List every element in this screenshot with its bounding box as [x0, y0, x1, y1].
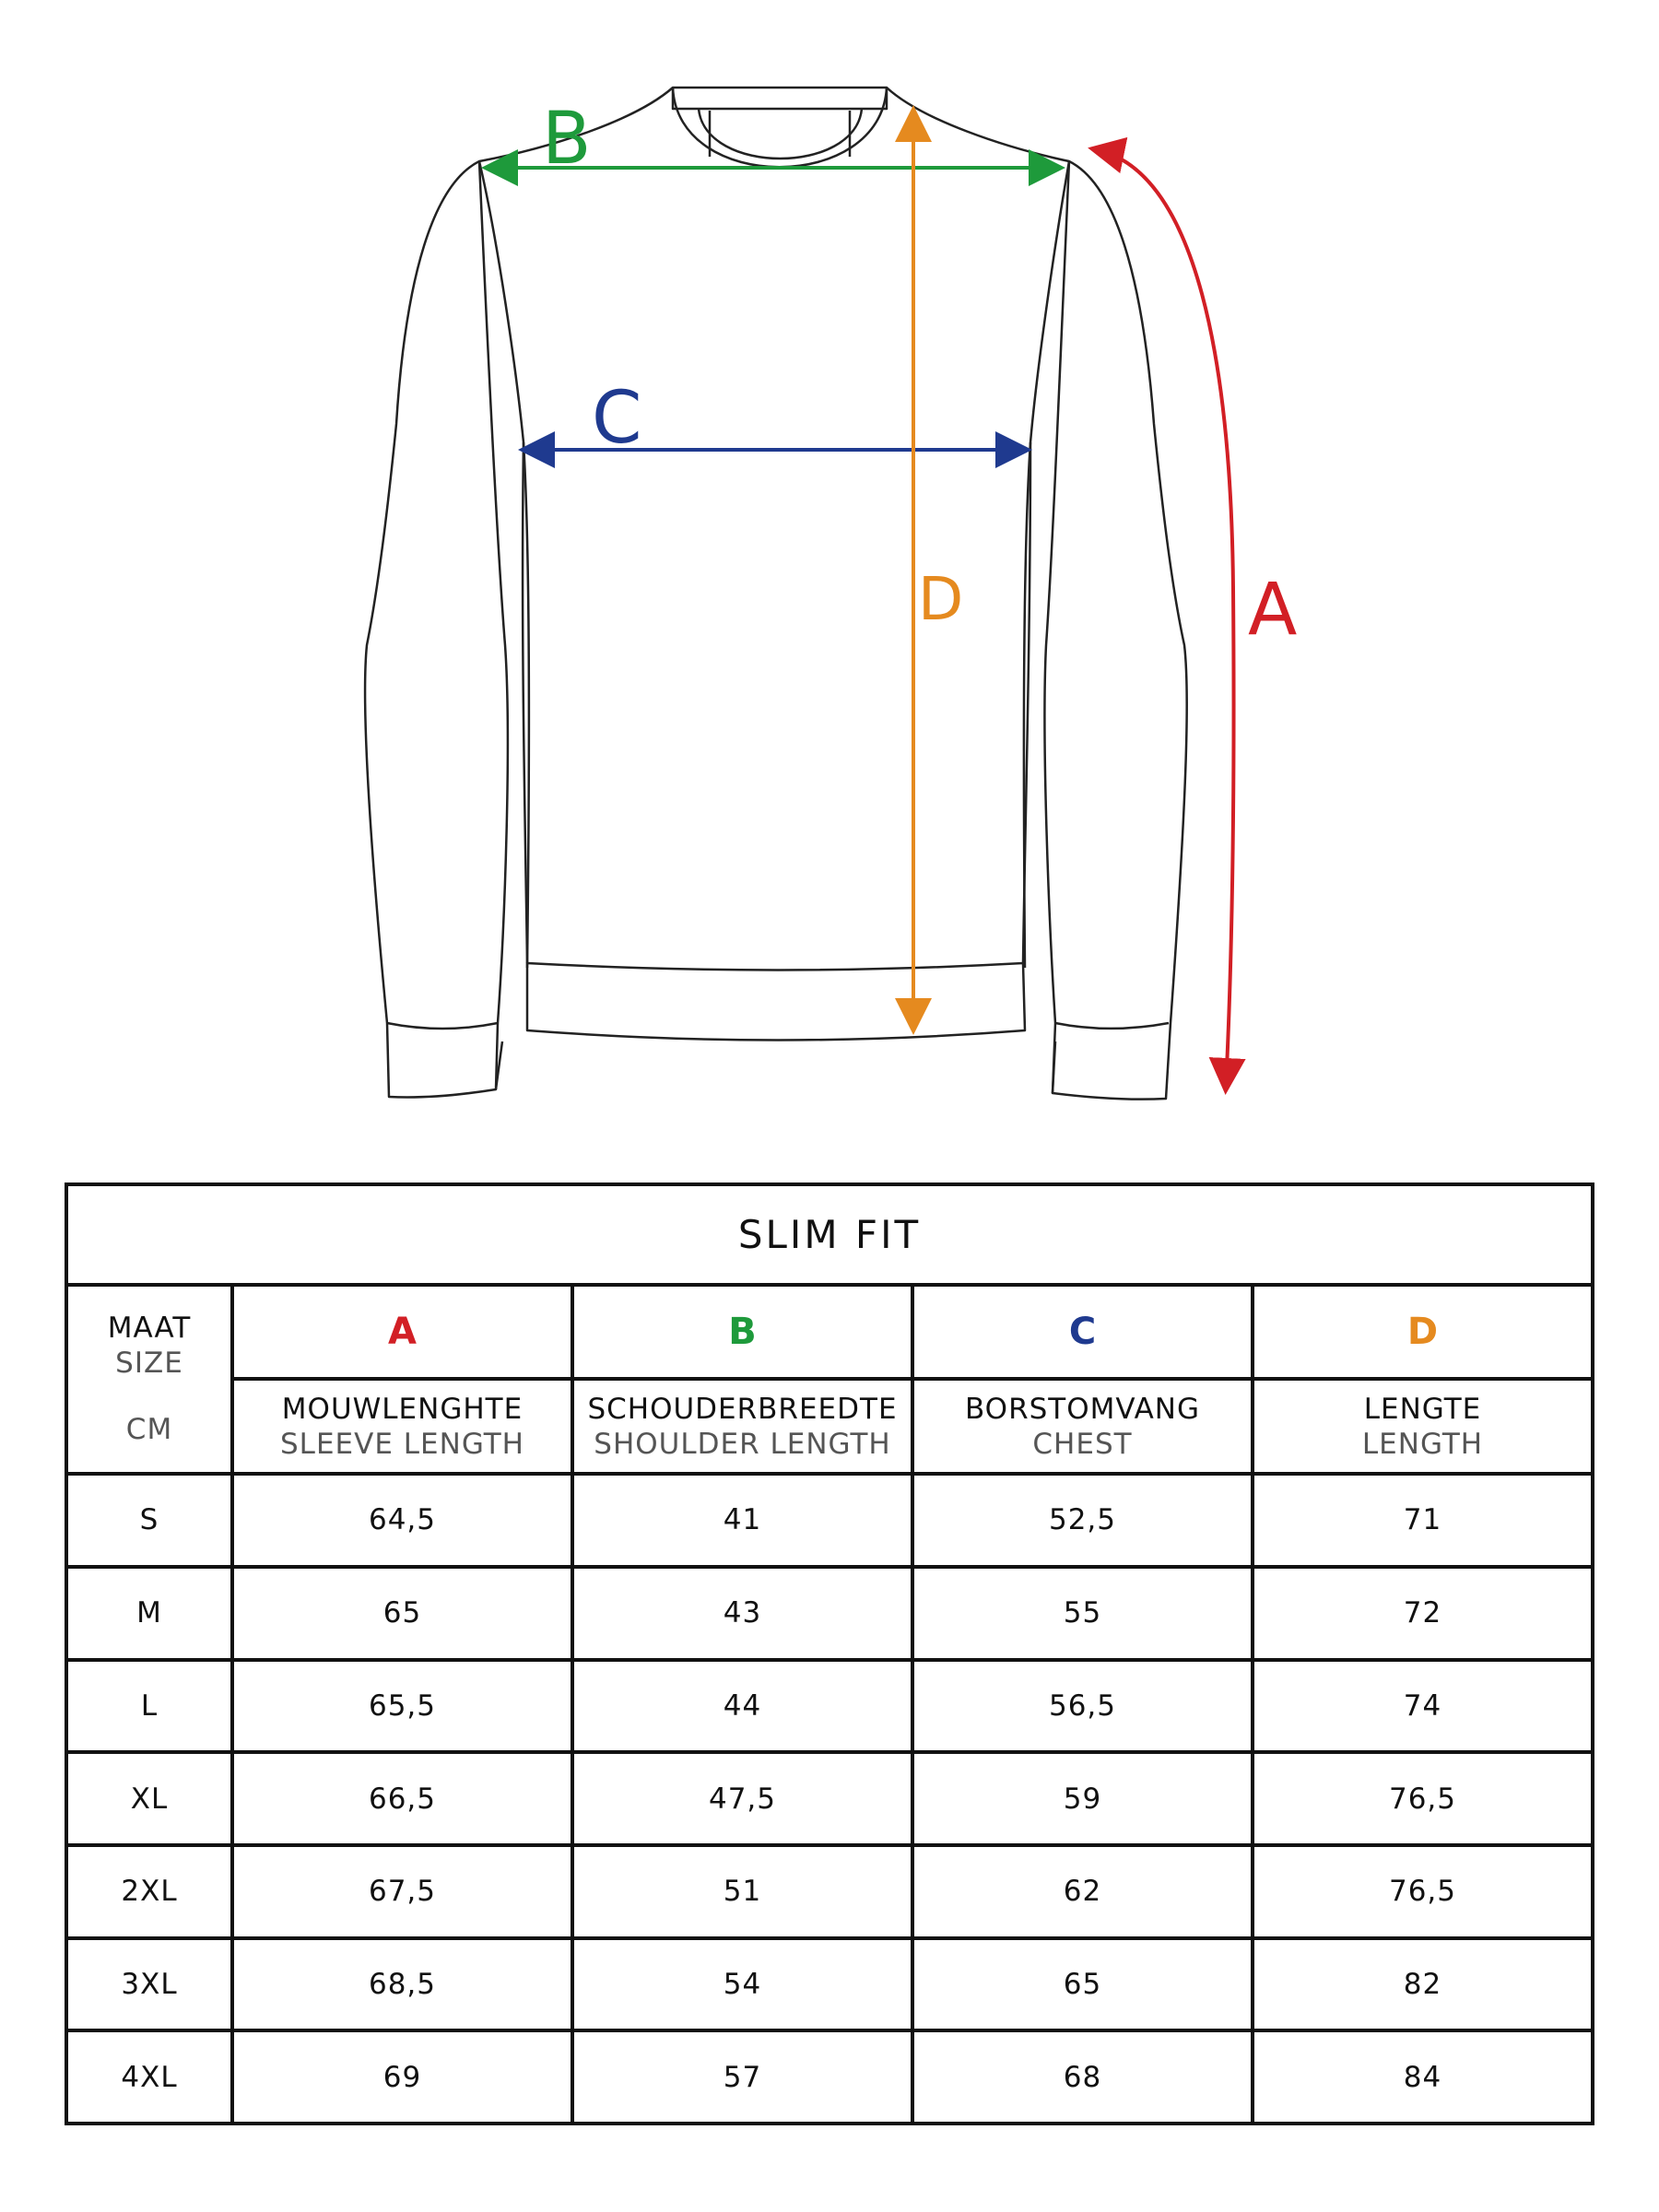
size-cell: 3XL	[66, 1938, 232, 2031]
value-cell: 54	[572, 1938, 912, 2031]
label-a: A	[1248, 569, 1298, 652]
table-title-row	[66, 1184, 1593, 1285]
column-name-row	[66, 1379, 1593, 1474]
column-name-en: SLEEVE LENGTH	[280, 1427, 524, 1461]
column-name-en: LENGTH	[1361, 1427, 1484, 1461]
label-b: B	[542, 98, 592, 181]
table-row	[66, 2030, 1593, 2124]
value-cell: 67,5	[232, 1845, 572, 1938]
value-cell: 56,5	[912, 1660, 1253, 1753]
unit-label: CM	[125, 1413, 173, 1447]
value-cell: 65	[912, 1938, 1253, 2031]
value-cell: 74	[1253, 1660, 1593, 1753]
column-letter: D	[1253, 1285, 1593, 1380]
size-chart-table	[65, 1182, 1594, 2125]
value-cell: 47,5	[572, 1752, 912, 1845]
column-name-en: SHOULDER LENGTH	[594, 1427, 891, 1461]
size-cell: M	[66, 1567, 232, 1660]
column-header	[232, 1379, 572, 1474]
value-cell: 51	[572, 1845, 912, 1938]
value-cell: 72	[1253, 1567, 1593, 1660]
column-name-nl: LENGTE	[1363, 1392, 1482, 1426]
table-row	[66, 1474, 1593, 1567]
column-letter: B	[572, 1285, 912, 1380]
value-cell: 44	[572, 1660, 912, 1753]
column-letter: C	[912, 1285, 1253, 1380]
value-cell: 43	[572, 1567, 912, 1660]
value-cell: 57	[572, 2030, 912, 2124]
size-cell: S	[66, 1474, 232, 1567]
size-cell: XL	[66, 1752, 232, 1845]
value-cell: 82	[1253, 1938, 1593, 2031]
value-cell: 76,5	[1253, 1845, 1593, 1938]
table-row	[66, 1660, 1593, 1753]
table-row	[66, 1938, 1593, 2031]
table-row	[66, 1845, 1593, 1938]
table-row	[66, 1752, 1593, 1845]
value-cell: 71	[1253, 1474, 1593, 1567]
column-header	[1253, 1379, 1593, 1474]
column-name-nl: MOUWLENGHTE	[281, 1392, 524, 1426]
column-header	[572, 1379, 912, 1474]
label-c: C	[592, 377, 642, 460]
size-cell: 2XL	[66, 1845, 232, 1938]
value-cell: 65,5	[232, 1660, 572, 1753]
value-cell: 68,5	[232, 1938, 572, 2031]
value-cell: 62	[912, 1845, 1253, 1938]
size-cell: 4XL	[66, 2030, 232, 2124]
size-header-nl: MAAT	[107, 1312, 192, 1346]
size-header-en: SIZE	[115, 1347, 183, 1381]
size-cell: L	[66, 1660, 232, 1753]
value-cell: 65	[232, 1567, 572, 1660]
column-letter: A	[232, 1285, 572, 1380]
value-cell: 69	[232, 2030, 572, 2124]
letter-row	[66, 1285, 1593, 1380]
value-cell: 59	[912, 1752, 1253, 1845]
sweater-outline	[365, 88, 1187, 1100]
size-header-cell	[66, 1285, 232, 1474]
sleeve-arrow	[1095, 149, 1234, 1088]
table-title: SLIM FIT	[66, 1184, 1593, 1285]
column-name-nl: SCHOUDERBREEDTE	[587, 1392, 898, 1426]
value-cell: 66,5	[232, 1752, 572, 1845]
label-d: D	[918, 566, 964, 634]
column-header	[912, 1379, 1253, 1474]
value-cell: 55	[912, 1567, 1253, 1660]
value-cell: 64,5	[232, 1474, 572, 1567]
value-cell: 84	[1253, 2030, 1593, 2124]
table-row	[66, 1567, 1593, 1660]
column-name-en: CHEST	[1032, 1427, 1133, 1461]
value-cell: 41	[572, 1474, 912, 1567]
value-cell: 52,5	[912, 1474, 1253, 1567]
column-name-nl: BORSTOMVANG	[964, 1392, 1201, 1426]
value-cell: 68	[912, 2030, 1253, 2124]
value-cell: 76,5	[1253, 1752, 1593, 1845]
